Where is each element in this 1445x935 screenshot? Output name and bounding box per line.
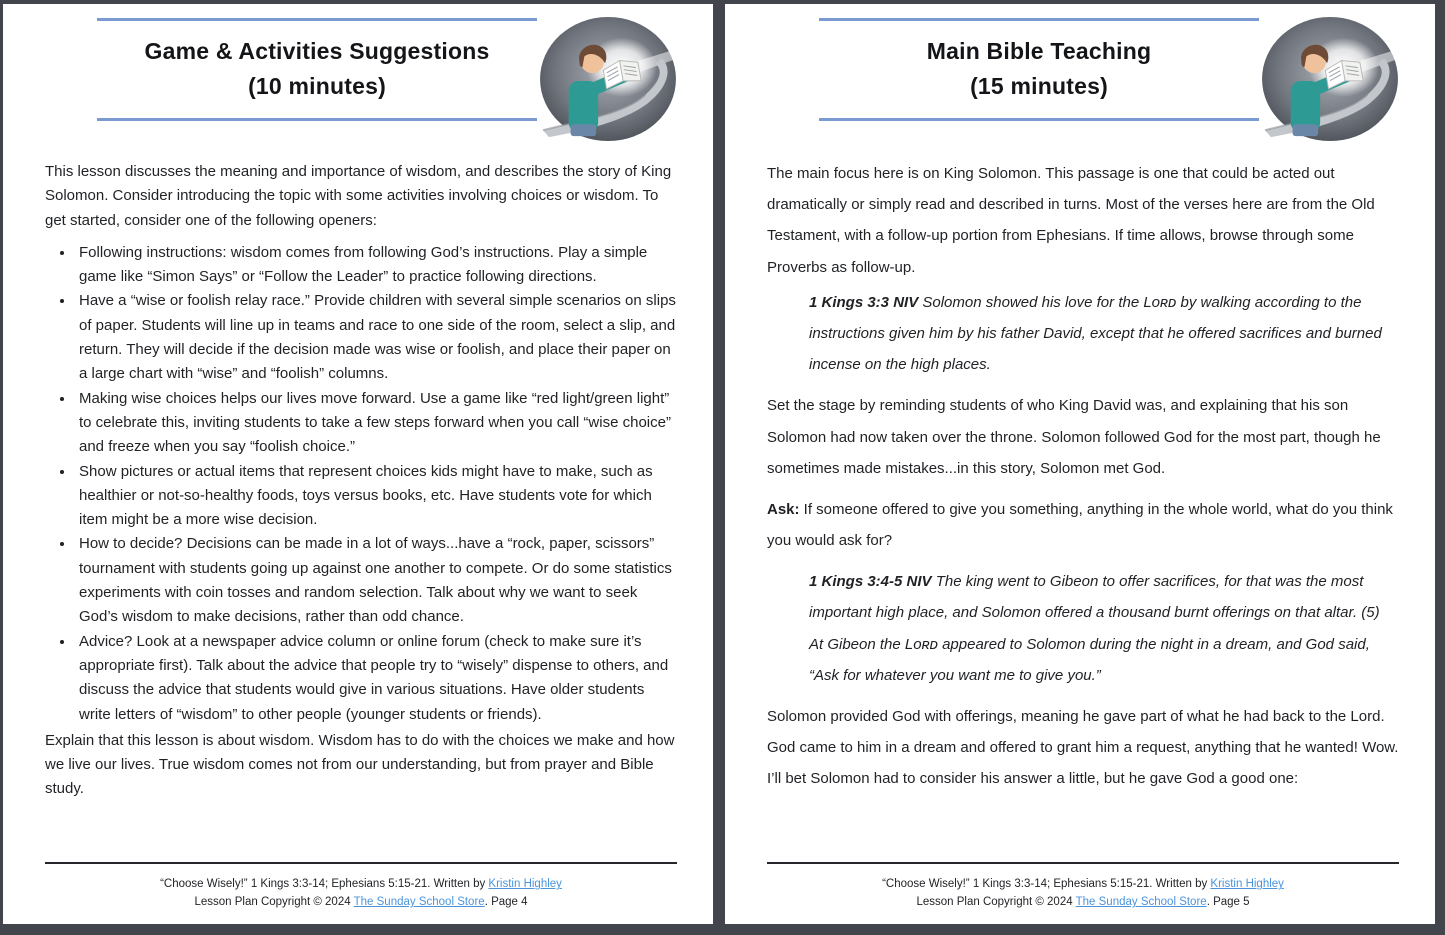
footer-citation: “Choose Wisely!” 1 Kings 3:3-14; Ephesians 5:15-21. Written by [160,878,489,891]
author-link[interactable]: Kristin Highley [488,878,562,891]
list-item: • Advice? Look at a newspaper advice column or online forum (check to make sure it’s appropriate first). Talk about the advice that people try to “wisely” dispense to others, and discuss the advice that students would give in various situations. Have older students write letters of “wisdom” to other people (younger students or friends). [75,630,677,727]
reading-journey-illustration-icon [1261,16,1399,144]
author-link[interactable]: Kristin Highley [1210,878,1284,891]
page-4-header [45,18,677,144]
list-item: • Show pictures or actual items that represent choices kids might have to make, such as healthier or not-so-healthy foods, toys versus books, etc. Have students vote for which item might be a more wise decision. [75,460,677,533]
page-4-title-block [97,18,537,121]
page-5-title-block [819,18,1259,121]
scripture-text: The king went to Gibeon to offer sacrifices, for that was the most important high place, and Solomon offered a thousand burnt offerings on that altar. (5) At Gibeon the Lᴏʀᴅ appeared to Solomon during the night in a dream, and God said, “Ask for whatever you want me to give you.” [809,573,1380,684]
page-footer [767,862,1399,912]
list-item: • Following instructions: wisdom comes from following God’s instructions. Play a simple game like “Simon Says” or “Follow the Leader” to practice following directions. [75,241,677,290]
footer-citation: “Choose Wisely!” 1 Kings 3:3-14; Ephesians 5:15-21. Written by [882,878,1211,891]
scripture-quote-1kings-3-4-5 [809,566,1393,691]
page-5-header [767,18,1399,144]
intro-paragraph: This lesson discusses the meaning and importance of wisdom, and describes the story of King Solomon. Consider introducing the topic with some activities involving choices or wisdom. To get started, consider one of the following openers: [45,163,672,229]
footer-copyright: Lesson Plan Copyright © 2024 [194,896,354,909]
scripture-reference: 1 Kings 3:4-5 NIV [809,573,936,591]
page-4 [3,4,713,924]
list-item: • Making wise choices helps our lives move forward. Use a game like “red light/green light” to celebrate this, inviting students to take a few steps forward when you call “wise choice” and freeze when you say “foolish choice.” [75,387,677,460]
reading-journey-illustration-icon [539,16,677,144]
scripture-text: Solomon showed his love for the Lᴏʀᴅ by walking according to the instructions given him by his father David, except that he offered sacrifices and burned incense on the high places. [809,293,1382,374]
footer-line-2 [767,894,1399,912]
footer-copyright: Lesson Plan Copyright © 2024 [916,896,1076,909]
footer-divider [45,862,677,864]
footer-divider [767,862,1399,864]
page-title [97,34,537,103]
page-5 [725,4,1435,924]
openers-list [59,241,677,727]
page-title-line2: (10 minutes) [248,72,386,99]
list-item: • How to decide? Decisions can be made in a lot of ways...have a “rock, paper, scissors” tournament with students going up against one another to compete. Or do some statistics experiments with coin tosses and random selection. Talk about why we want to seek God’s wisdom to make decisions, rather than odd chance. [75,532,677,629]
teaching-paragraph: Solomon provided God with offerings, meaning he gave part of what he had back to the Lord. God came to him in a dream and offered to grant him a request, anything that he wanted! Wow. I’ll bet Solomon had to consider his answer a little, but he gave God a good one: [767,708,1399,788]
intro-paragraph: The main focus here is on King Solomon. This passage is one that could be acted out dramatically or simply read and described in turns. Most of the verses here are from the Old Testament, with a follow-up portion from Ephesians. If time allows, browse through some Proverbs as follow-up. [767,165,1375,276]
page-number: . Page 5 [1206,896,1250,909]
closing-paragraph: Explain that this lesson is about wisdom. Wisdom has to do with the choices we make and how we live our lives. True wisdom comes not from our understanding, but from prayer and Bible study. [45,731,675,798]
page-number: . Page 4 [484,896,528,909]
page-title-line1: Game & Activities Suggestions [144,38,490,64]
ask-label: Ask: [767,500,800,518]
footer-line-1 [45,876,677,894]
page-title-line1: Main Bible Teaching [926,38,1152,64]
list-item: • Have a “wise or foolish relay race.” Provide children with several simple scenarios on slips of paper. Students will line up in teams and race to one side of the room, select a slip, and return. They will decide if the decision made was wise or foolish, and place their paper on a large chart with “wise” and “foolish” columns. [75,289,677,386]
page-title-line2: (15 minutes) [970,72,1108,99]
ask-paragraph [767,494,1399,556]
store-link[interactable]: The Sunday School Store [353,896,485,909]
page-footer [45,862,677,912]
scripture-quote-1kings-3-3 [809,287,1393,381]
scripture-reference: 1 Kings 3:3 NIV [809,293,923,311]
page-title [819,34,1259,103]
teaching-paragraph: Set the stage by reminding students of who King David was, and explaining that his son Solomon had now taken over the throne. Solomon followed God for the most part, though he sometimes made mistakes...in this story, Solomon met God. [767,397,1381,477]
ask-question: If someone offered to give you something, anything in the whole world, what do you think you would ask for? [767,500,1393,550]
store-link[interactable]: The Sunday School Store [1075,896,1207,909]
footer-line-1 [767,876,1399,894]
footer-line-2 [45,894,677,912]
